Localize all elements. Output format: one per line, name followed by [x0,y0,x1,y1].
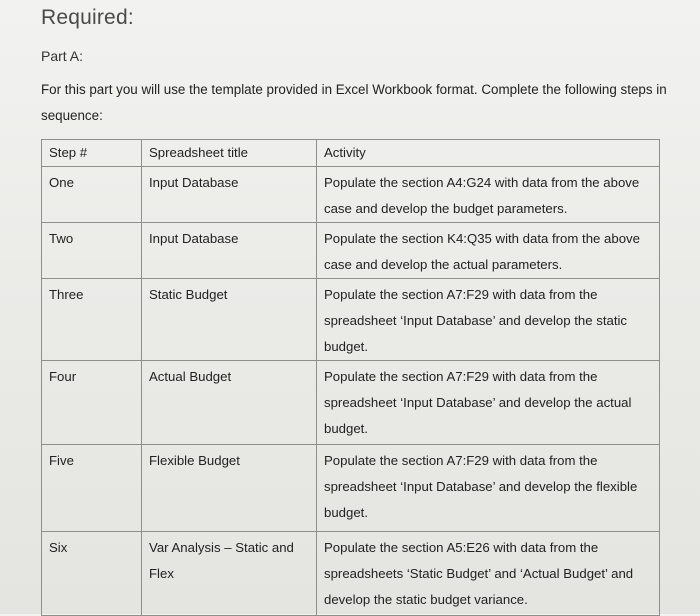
step-cell: Five [42,445,142,532]
table-row [42,445,660,532]
activity-cell: Populate the section A4:G24 with data from the above case and develop the budget parameters. [317,167,660,223]
steps-table [41,139,660,616]
step-cell: One [42,167,142,223]
part-label: Part A: [41,48,84,64]
title-cell: Flexible Budget [142,445,317,532]
title-cell: Actual Budget [142,361,317,445]
activity-cell: Populate the section A5:E26 with data from the spreadsheets ‘Static Budget’ and ‘Actual Budget’ and develop the static budget variance. [317,532,660,616]
table-header-row [42,140,660,167]
table-row [42,223,660,279]
table-row [42,532,660,616]
page-heading: Required: [41,6,134,29]
activity-cell: Populate the section A7:F29 with data from the spreadsheet ‘Input Database’ and develop the actual budget. [317,361,660,445]
step-cell: Three [42,279,142,361]
table-row [42,279,660,361]
header-step: Step # [42,140,142,167]
step-cell: Six [42,532,142,616]
activity-cell: Populate the section K4:Q35 with data from the above case and develop the actual parameters. [317,223,660,279]
table-row [42,361,660,445]
header-activity: Activity [317,140,660,167]
header-spreadsheet-title: Spreadsheet title [142,140,317,167]
activity-cell: Populate the section A7:F29 with data from the spreadsheet ‘Input Database’ and develop the static budget. [317,279,660,361]
title-cell: Input Database [142,167,317,223]
title-cell: Input Database [142,223,317,279]
activity-cell: Populate the section A7:F29 with data from the spreadsheet ‘Input Database’ and develop the flexible budget. [317,445,660,532]
title-cell: Var Analysis – Static and Flex [142,532,317,616]
step-cell: Four [42,361,142,445]
table-row [42,167,660,223]
intro-paragraph: For this part you will use the template provided in Excel Workbook format. Complete the following steps in sequence: [41,82,667,123]
title-cell: Static Budget [142,279,317,361]
step-cell: Two [42,223,142,279]
